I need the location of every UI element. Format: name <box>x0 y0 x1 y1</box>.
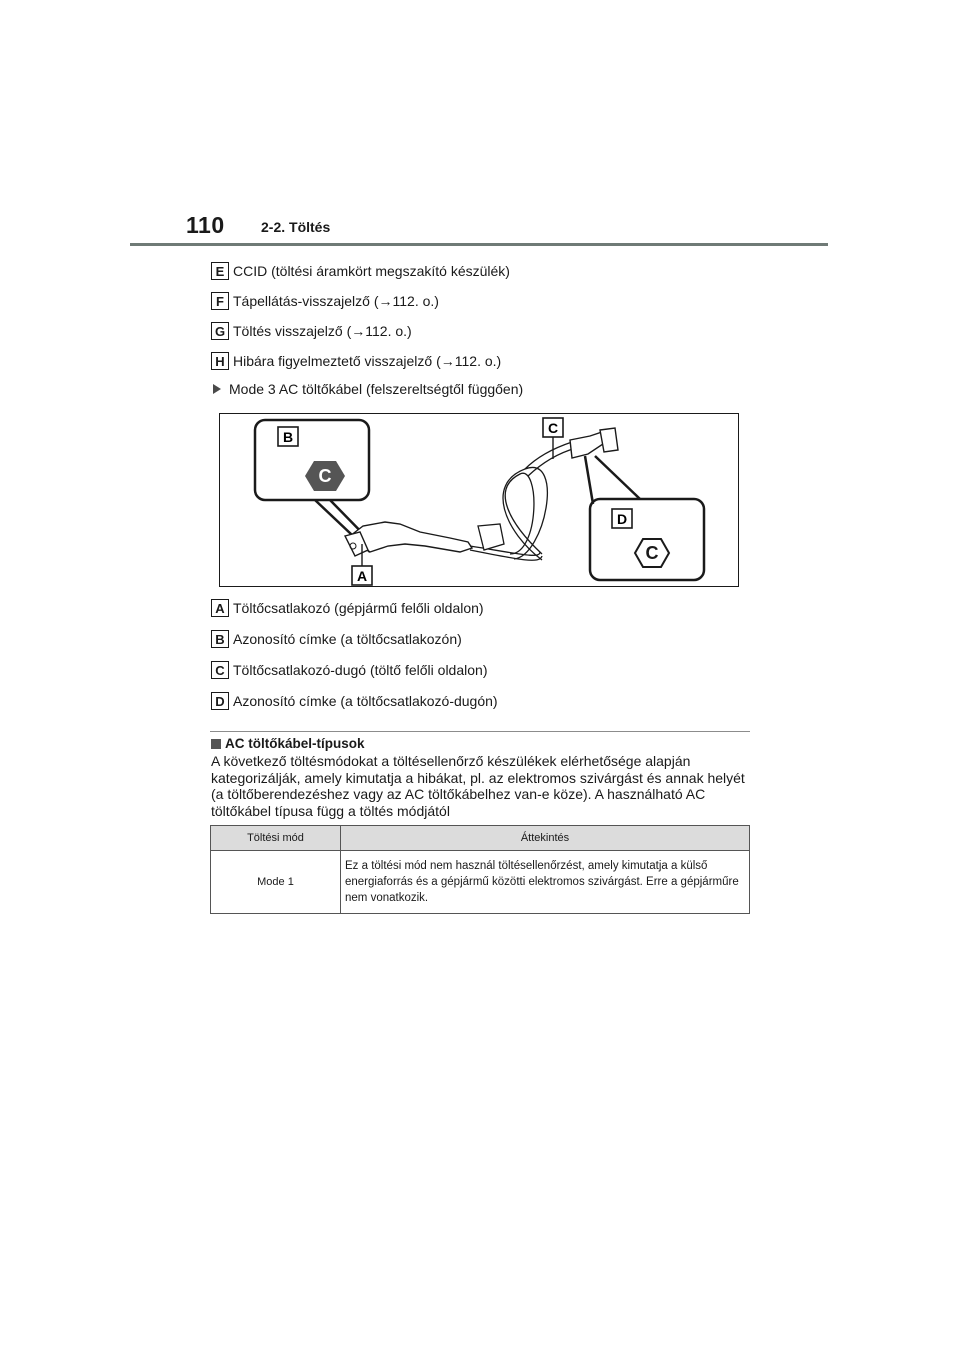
legend-item-c <box>211 660 487 680</box>
mode3-heading-text: Mode 3 AC töltőkábel (felszereltségtől függően) <box>229 381 524 397</box>
legend-item-e <box>211 261 510 281</box>
table-cell-mode: Mode 1 <box>211 851 341 914</box>
legend-text: Hibára figyelmeztető visszajelző (→112. o.) <box>233 353 502 369</box>
cable-segment <box>525 442 572 469</box>
cable-drawing <box>220 414 738 586</box>
table-header-overview: Áttekintés <box>341 826 750 851</box>
callout-key-b-text: B <box>282 429 294 445</box>
table-header-row <box>211 826 750 851</box>
legend-text: Azonosító címke (a töltőcsatlakozó-dugón) <box>233 693 498 709</box>
triangle-bullet-icon <box>213 384 221 394</box>
callout-leader-d1 <box>585 456 593 504</box>
table-cell-overview: Ez a töltési mód nem használ töltésellenőrzést, amely kimutatja a külső energiaforrás és a gépjármű közötti elektromos szivárgást. Erre a gépjárműre nem vonatkozik. <box>341 851 750 914</box>
callout-leader-d2 <box>595 456 640 499</box>
key-label: A <box>211 599 229 617</box>
section-title: 2-2. Töltés <box>261 219 331 235</box>
legend-text: CCID (töltési áramkört megszakító készülék) <box>233 263 510 279</box>
table-header-mode: Töltési mód <box>211 826 341 851</box>
key-label: B <box>211 630 229 648</box>
key-label: G <box>211 322 229 340</box>
legend-text: Azonosító címke (a töltőcsatlakozón) <box>233 631 462 647</box>
legend-text: Töltőcsatlakozó-dugó (töltő felőli oldalon) <box>233 662 488 678</box>
cable-types-heading <box>211 736 365 751</box>
key-label: D <box>211 692 229 710</box>
cable-segment <box>528 448 576 476</box>
callout-key-a-text: A <box>356 568 368 584</box>
callout-box-b <box>255 420 369 500</box>
key-label: E <box>211 262 229 280</box>
hexagon-text-d: C <box>645 543 659 563</box>
legend-item-b <box>211 629 462 649</box>
legend-item-f <box>211 291 439 311</box>
charging-mode-table <box>210 825 750 914</box>
table-row <box>211 851 750 914</box>
callout-key-c-text: C <box>547 420 559 436</box>
callout-key-d-text: D <box>616 511 628 527</box>
header-rule <box>130 243 828 246</box>
page-number: 110 <box>186 212 225 238</box>
square-bullet-icon <box>211 739 221 749</box>
legend-text: Töltés visszajelző (→112. o.) <box>233 323 412 339</box>
cable-types-heading-text: AC töltőkábel-típusok <box>225 736 365 751</box>
cable-illustration <box>219 413 739 587</box>
cable-loop <box>505 473 542 554</box>
mode3-heading <box>213 381 523 397</box>
cable-holder <box>478 524 504 550</box>
vehicle-connector <box>350 522 472 552</box>
charger-plug-head <box>600 428 618 452</box>
legend-text: Tápellátás-visszajelző (→112. o.) <box>233 293 439 309</box>
legend-text: Töltőcsatlakozó (gépjármű felőli oldalon) <box>233 600 484 616</box>
section-divider <box>210 731 750 732</box>
cable-segment <box>470 546 540 555</box>
key-label: H <box>211 352 229 370</box>
hexagon-text-b: C <box>318 466 332 486</box>
legend-item-h <box>211 351 501 371</box>
legend-item-a <box>211 598 484 618</box>
cable-types-paragraph: A következő töltésmódokat a töltésellenőrző készülékek elérhetősége alapján kategorizálják, amely kimutatja a hibákat, pl. az elektromos szivárgást és annak helyét (a töltőberendezéshez vagy az AC töltőkábelhez van-e köze). A használható AC töltőkábel típusa függ a töltés módjától <box>211 753 745 819</box>
legend-item-d <box>211 691 498 711</box>
key-label: C <box>211 661 229 679</box>
legend-item-g <box>211 321 412 341</box>
key-label: F <box>211 292 229 310</box>
